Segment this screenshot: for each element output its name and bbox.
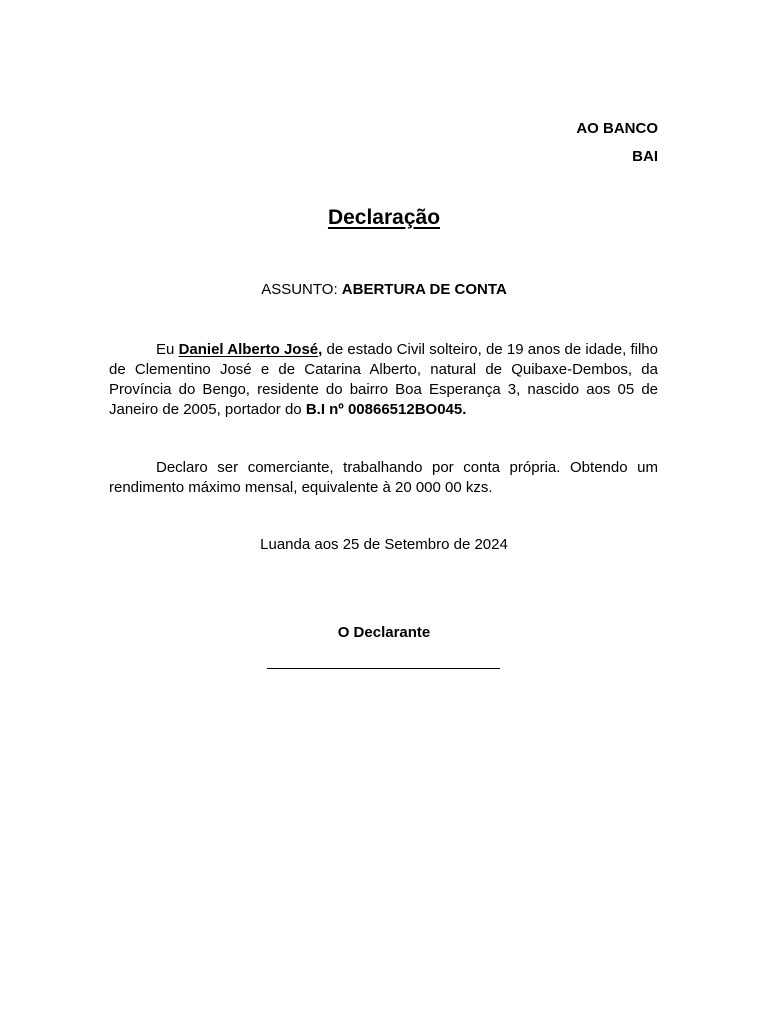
recipient-line-2: BAI (632, 148, 658, 165)
paragraph-prefix: Eu (156, 341, 179, 358)
name-comma: , (318, 341, 323, 358)
subject-line (0, 281, 768, 298)
place-and-date: Luanda aos 25 de Setembro de 2024 (260, 536, 508, 553)
recipient-block (576, 115, 658, 171)
income-paragraph: Declaro ser comerciante, trabalhando por conta própria. Obtendo um rendimento máximo mensal, equivalente à 20 000 00 kzs. (109, 459, 658, 496)
document-title: Declaração (327, 206, 441, 229)
recipient-line-1: AO BANCO (576, 120, 658, 137)
signer-label: O Declarante (337, 624, 431, 641)
paragraph-body: de estado Civil solteiro, de 19 anos de idade, filho de Clementino José e de Catarina Alberto, natural de Quibaxe-Dembos, da Província do Bengo, residente do bairro Boa Esperança 3, nascido aos 05 de Janeiro de 2005, portador do (109, 341, 658, 418)
signature-line (267, 668, 500, 669)
subject-label: ASSUNTO: (261, 281, 338, 298)
declarant-name: Daniel Alberto José (178, 341, 319, 358)
id-document-number: B.I nº 00866512BO045. (305, 401, 467, 418)
subject-value: ABERTURA DE CONTA (341, 281, 507, 298)
declaration-paragraph (109, 340, 658, 420)
